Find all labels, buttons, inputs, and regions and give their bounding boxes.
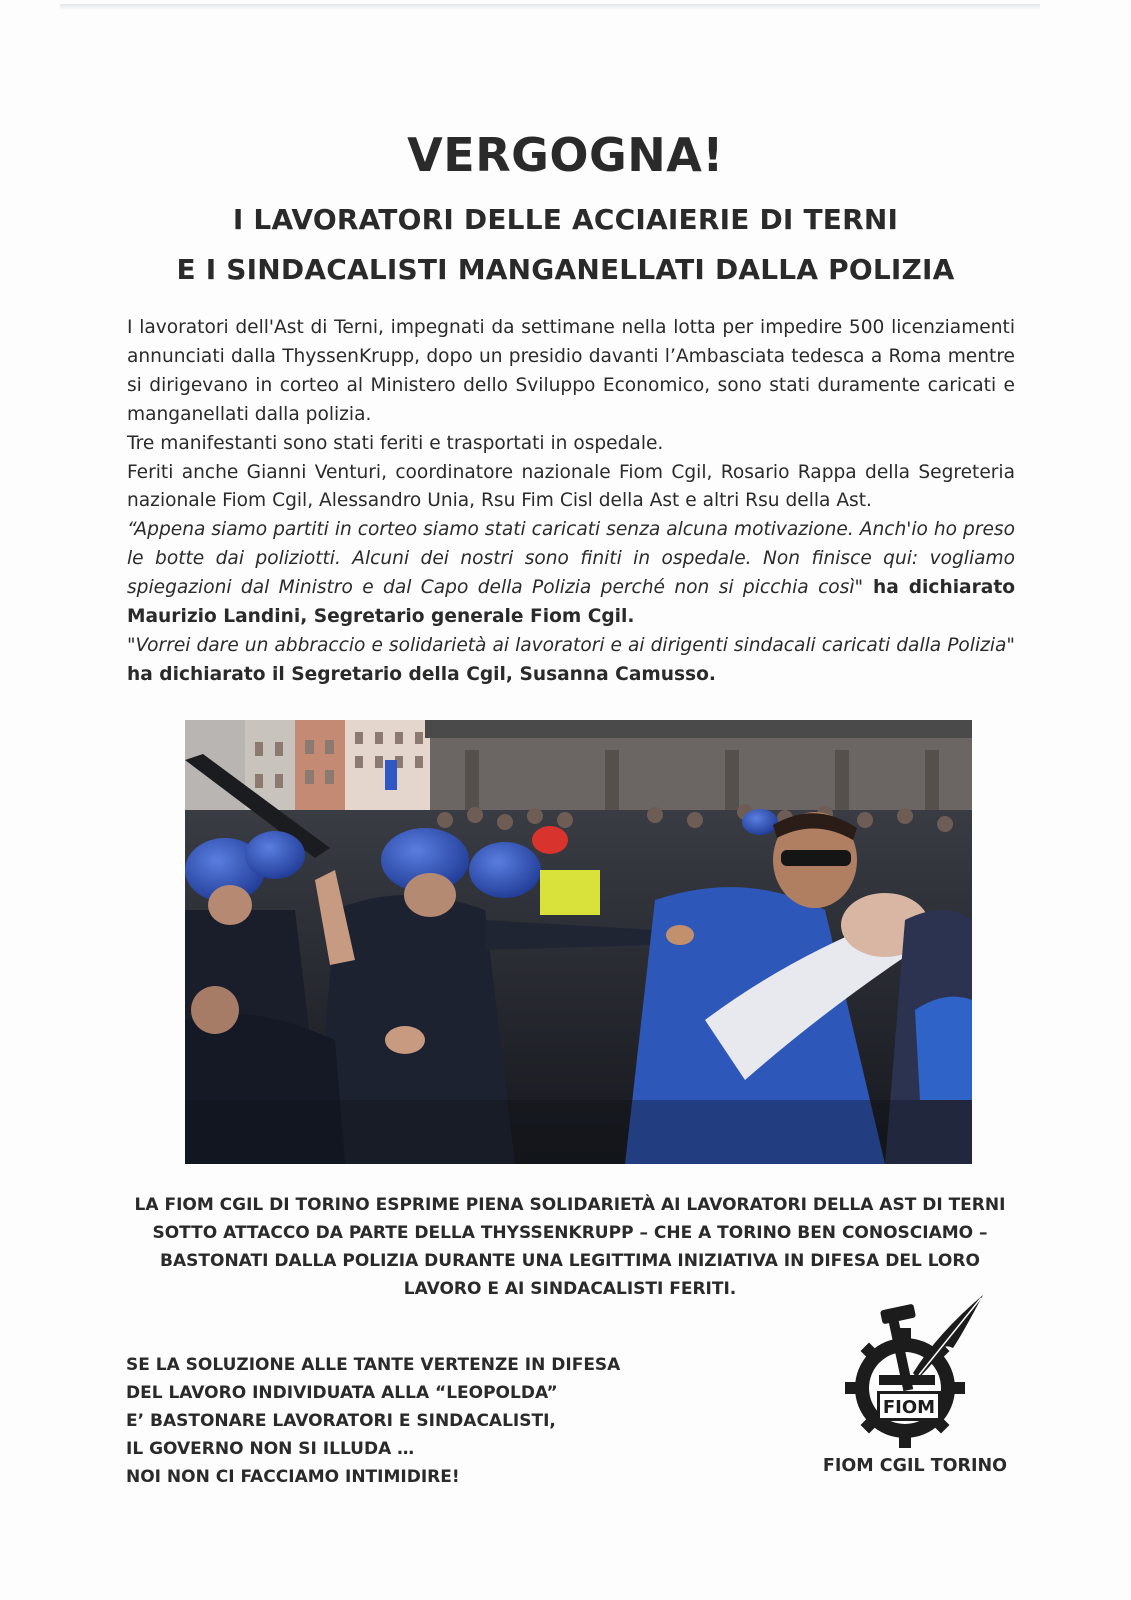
closing-line-3: E’ BASTONARE LAVORATORI E SINDACALISTI, (126, 1411, 556, 1431)
protest-photo (185, 720, 972, 1164)
closing-line-4: IL GOVERNO NON SI ILLUDA … (126, 1439, 415, 1459)
closing-line-2: DEL LAVORO INDIVIDUATA ALLA “LEOPOLDA” (126, 1383, 558, 1403)
solidarity-line-4: LAVORO E AI SINDACALISTI FERITI. (403, 1279, 737, 1299)
landini-attribution: ha dichiarato Maurizio Landini, Segretario generale Fiom Cgil. (127, 577, 1015, 628)
landini-quote-paragraph (127, 516, 1015, 632)
solidarity-line-1: LA FIOM CGIL DI TORINO ESPRIME PIENA SOLIDARIETÀ AI LAVORATORI DELLA AST DI TERNI (134, 1195, 1006, 1215)
closing-statement (126, 1351, 686, 1491)
signature: FIOM CGIL TORINO (822, 1456, 1008, 1476)
landini-quote: “Appena siamo partiti in corteo siamo stati caricati senza alcuna motivazione. Anch'io ho preso le botte dai poliziotti. Alcuni dei nostri sono finiti in ospedale. Non finisce qui: vogliamo spiegazioni dal Ministro e dal Capo della Polizia perché non si picchia così" (127, 519, 1015, 599)
fiom-logo-icon (843, 1293, 988, 1448)
closing-line-5: NOI NON CI FACCIAMO INTIMIDIRE! (126, 1467, 460, 1487)
fiom-logo-text: FIOM (882, 1397, 936, 1418)
scan-edge-shadow (60, 4, 1040, 10)
solidarity-line-2: SOTTO ATTACCO DA PARTE DELLA THYSSENKRUPP – CHE A TORINO BEN CONOSCIAMO – (152, 1223, 988, 1243)
page-subtitle-line-1: I LAVORATORI DELLE ACCIAIERIE DI TERNI (232, 203, 899, 236)
closing-line-1: SE LA SOLUZIONE ALLE TANTE VERTENZE IN DIFESA (126, 1355, 621, 1375)
solidarity-line-3: BASTONATI DALLA POLIZIA DURANTE UNA LEGITTIMA INIZIATIVA IN DIFESA DEL LORO (160, 1251, 980, 1271)
camusso-attribution: ha dichiarato il Segretario della Cgil, Susanna Camusso. (127, 663, 716, 685)
article-paragraph-2: Tre manifestanti sono stati feriti e trasportati in ospedale. (127, 432, 664, 454)
camusso-quote-paragraph (127, 632, 1015, 690)
article-body (127, 314, 1015, 690)
solidarity-statement (120, 1191, 1020, 1303)
page-subtitle-line-2: E I SINDACALISTI MANGANELLATI DALLA POLIZIA (176, 253, 955, 286)
page-title: VERGOGNA! (407, 128, 724, 182)
camusso-quote: "Vorrei dare un abbraccio e solidarietà ai lavoratori e ai dirigenti sindacali caricati dalla Polizia" (127, 634, 1015, 656)
article-paragraph-3: Feriti anche Gianni Venturi, coordinatore nazionale Fiom Cgil, Rosario Rappa della Segreteria nazionale Fiom Cgil, Alessandro Unia, Rsu Fim Cisl della Ast e altri Rsu della Ast. (127, 461, 1015, 512)
article-paragraph-1: I lavoratori dell'Ast di Terni, impegnati da settimane nella lotta per impedire 500 licenziamenti annunciati dalla ThyssenKrupp, dopo un presidio davanti l’Ambasciata tedesca a Roma mentre si dirigevano in corteo al Ministero dello Sviluppo Economico, sono stati duramente caricati e manganellati dalla polizia. (127, 317, 1015, 425)
